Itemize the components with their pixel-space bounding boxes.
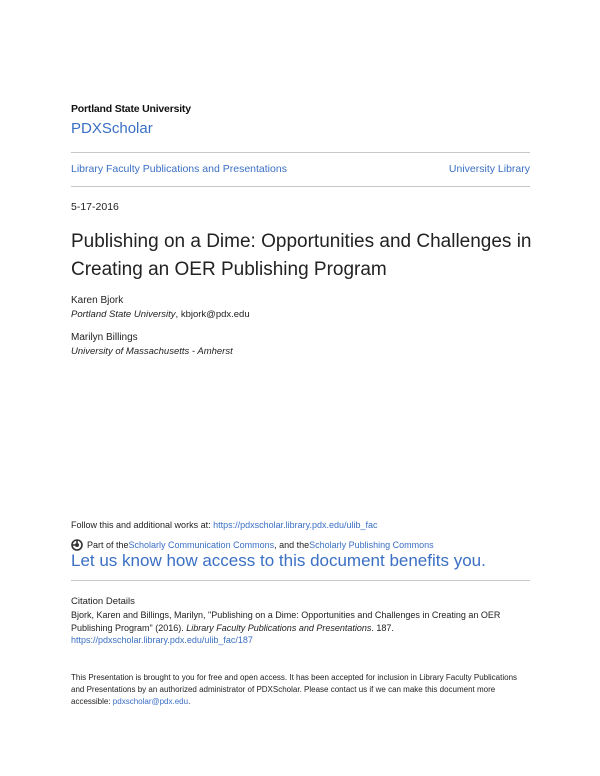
part-of-line — [71, 539, 434, 551]
nav-divider — [71, 186, 530, 187]
network-commons-icon — [71, 539, 83, 551]
citation-divider — [71, 580, 530, 581]
citation-heading: Citation Details — [71, 596, 135, 607]
citation-body — [71, 609, 531, 647]
citation-text: Bjork, Karen and Billings, Marilyn, "Publishing on a Dime: Opportunities and Challenges in Creating an OER Publishing Program" (2016). — [71, 610, 501, 633]
top-divider — [71, 152, 530, 153]
follow-line — [71, 520, 378, 530]
contact-email-link[interactable]: pdxscholar@pdx.edu — [112, 697, 189, 706]
author-block — [71, 332, 233, 357]
department-link[interactable]: University Library — [448, 163, 530, 175]
scholarly-communication-commons-link[interactable]: Scholarly Communication Commons — [128, 540, 275, 550]
author-block — [71, 295, 250, 320]
notice-end: . — [188, 697, 191, 706]
author-name: Marilyn Billings — [71, 332, 138, 343]
citation-url-link[interactable]: https://pdxscholar.library.pdx.edu/ulib_fac/187 — [71, 635, 253, 645]
part-of-middle: , and the — [274, 540, 310, 550]
author-affiliation: University of Massachusetts - Amherst — [71, 346, 233, 357]
scholarly-publishing-commons-link[interactable]: Scholarly Publishing Commons — [309, 540, 434, 550]
author-email: kbjork@pdx.edu — [180, 309, 250, 320]
follow-link[interactable]: https://pdxscholar.library.pdx.edu/ulib_fac — [213, 520, 378, 530]
follow-text: Follow this and additional works at: — [71, 520, 214, 530]
publication-date: 5-17-2016 — [71, 201, 119, 213]
author-name: Karen Bjork — [71, 295, 124, 306]
citation-series: Library Faculty Publications and Presentations — [186, 622, 372, 633]
notice-text: This Presentation is brought to you for free and open access. It has been accepted for inclusion in Library Faculty Publications and Presentations by an authorized administrator of PDXScholar. Please contact us if we can make this document more accessible: — [71, 673, 518, 706]
citation-number: . 187. — [371, 622, 394, 633]
repository-link[interactable]: PDXScholar — [71, 120, 153, 137]
author-affiliation: Portland State University — [71, 309, 176, 320]
part-of-prefix: Part of the — [87, 540, 129, 550]
access-notice — [71, 672, 531, 708]
university-name: Portland State University — [71, 103, 191, 115]
collection-link[interactable]: Library Faculty Publications and Presentations — [71, 163, 287, 175]
document-title: Publishing on a Dime: Opportunities and Challenges in Creating an OER Publishing Program — [71, 231, 532, 280]
access-benefit-link[interactable]: Let us know how access to this document benefits you. — [71, 551, 486, 570]
author-affiliation-line: Portland State University, kbjork@pdx.edu — [71, 309, 250, 320]
